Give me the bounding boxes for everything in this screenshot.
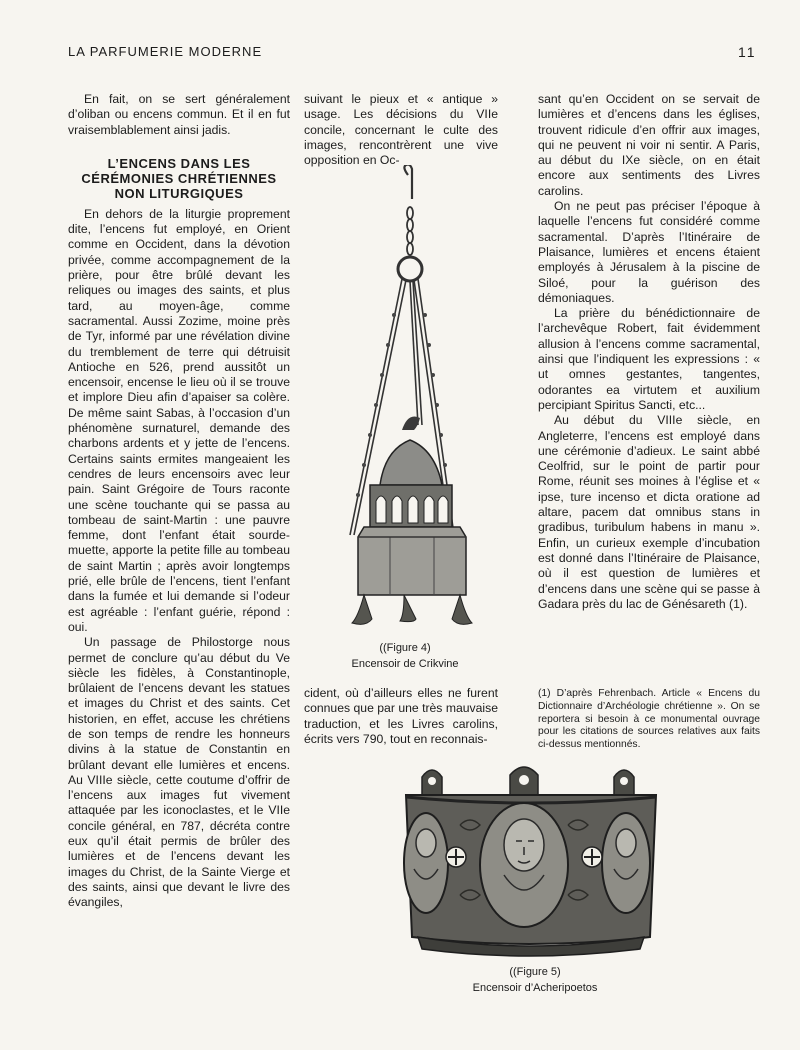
paragraph: Un passage de Philostorge nous permet de conclure qu’au début du Ve siècle les fidèles, à Constantinople, brûlaient de l’encens devant les statues et images du Christ et des saints. Cet historien, en effet, accuse les chrétiens de son temps de rendre les honneurs divins à la statue de Constantin en brûlant devant elle lumières et encens. Au VIIIe siècle, cette coutume d’offrir de l’encens aux images fut vivement attaquée par les iconoclastes, et le VIIe concile général, en 787, décréta contre eux qu’il était permis de brûler des lumières et de l’encens devant les images du Christ, de la Sainte Vierge et des saints, ainsi que devant le livre des évangiles, [68, 635, 290, 910]
paragraph: Au début du VIIIe siècle, en Angleterre, l’encens est employé dans une cérémonie d’adieux. Le saint abbé Ceolfrid, sur le point de partir pour Rome, réunit ses moines à l’église et « ipse, ture incenso et dicta oratione ad altare, pacem dat omnibus stans in gradibus, turibulum habens in manu ». Enfin, un curieux exemple d’incubation est donné dans l’Itinéraire de Plaisance, où il est question de lumières et d’encens dans une scène qui se passe à Gadara près du lac de Génésareth (1). [538, 413, 760, 611]
text-column-3 [538, 92, 760, 612]
figure-5-label: ((Figure 5) [509, 966, 561, 978]
censer-figure-4 [330, 165, 490, 640]
paragraph: sant qu’en Occident on se servait de lumières et d’encens dans les églises, trouvent ridicule d’en offrir aux images, qui ne peuvent ni voir ni sentir. A Paris, au début du IXe siècle, on en était encore aux sentiments des Livres carolins. [538, 92, 760, 198]
figure-4-label: ((Figure 4) [379, 642, 431, 654]
text-column-2-bottom [304, 686, 498, 747]
page-number: 11 [738, 44, 757, 60]
text-column-1 [68, 92, 290, 911]
text-column-2-top [304, 92, 498, 168]
paragraph: On ne peut pas préciser l’époque à laquelle l’encens fut considéré comme sacramental. D’après l’Itinéraire de Plaisance, lumières et encens étaient employés à Jérusalem à la piscine de Siloé, pour la guérison des démoniaques. [538, 199, 760, 305]
paragraph: En dehors de la liturgie proprement dite, l’encens fut employé, en Orient comme en Occident, dans la dévotion privée, comme accompagnement de la prière, pour être brûlé devant les reliques ou images des saints, et plus tard, au moyen-âge, comme sacramental. Aussi Zozime, moine près de Tyr, informé par une révélation divine du tremblement de terre qui détruisit Antioche en 526, prend aussitôt un encensoir, encense le lieu où il se trouve et implore Dieu afin d’apaiser sa colère. De même saint Sabas, à l’occasion d’un phénomène surnaturel, demande des charbons ardents et y jette de l’encens. Certains saints ermites mangeaient les cendres de leurs encensoirs avec leur pain. Saint Grégoire de Tours raconte une scène touchante qui se passa au tombeau de saint-Martin : une pauvre femme, dont l’enfant était sourde-muette, apporte la petite fille au tombeau de saint Martin ; après avoir longtemps prié, elle brûle de l’encens, tient l’enfant dans la fumée et lui demande si l’odeur est agréable : l’enfant guérie, répond : oui. [68, 206, 290, 634]
paragraph: cident, où d’ailleurs elles ne furent connues que par une très mauvaise traduction, et les Livres carolins, écrits vers 790, tout en reconnais- [304, 686, 498, 746]
footnote-text: (1) D’après Fehrenbach. Article « Encens du Dictionnaire d’Archéologie chrétienne ». On se reportera si besoin à ce monumental ouvrage pour les citations de sources relatives aux faits ci-dessus mentionnés. [538, 688, 760, 751]
page-header-title: LA PARFUMERIE MODERNE [68, 44, 263, 59]
section-heading: L’ENCENS DANS LES CÉRÉMONIES CHRÉTIENNES NON LITURGIQUES [81, 155, 277, 201]
paragraph: suivant le pieux et « antique » usage. Les décisions du VIIe concile, concernant le culte des images, rencontrèrent une vive opposition en Oc- [304, 92, 498, 168]
figure-4-caption: Encensoir de Crikvine [351, 658, 459, 670]
censer-figure-5 [400, 765, 662, 960]
footnote [538, 688, 760, 752]
figure-5-caption: Encensoir d’Acheripoetos [472, 982, 598, 994]
paragraph: La prière du bénédictionnaire de l’archevêque Robert, fait évidemment allusion à l’encens comme sacramental, ainsi que l’indiquent les expressions : « ut omnes gestantes, tangentes, odorantes ea virtutem et auxilium percipiant Spiritus Sancti, etc... [538, 306, 760, 412]
paragraph: En fait, on se sert généralement d’oliban ou encens commun. Et il en fut vraisemblablement ainsi jadis. [68, 92, 290, 137]
